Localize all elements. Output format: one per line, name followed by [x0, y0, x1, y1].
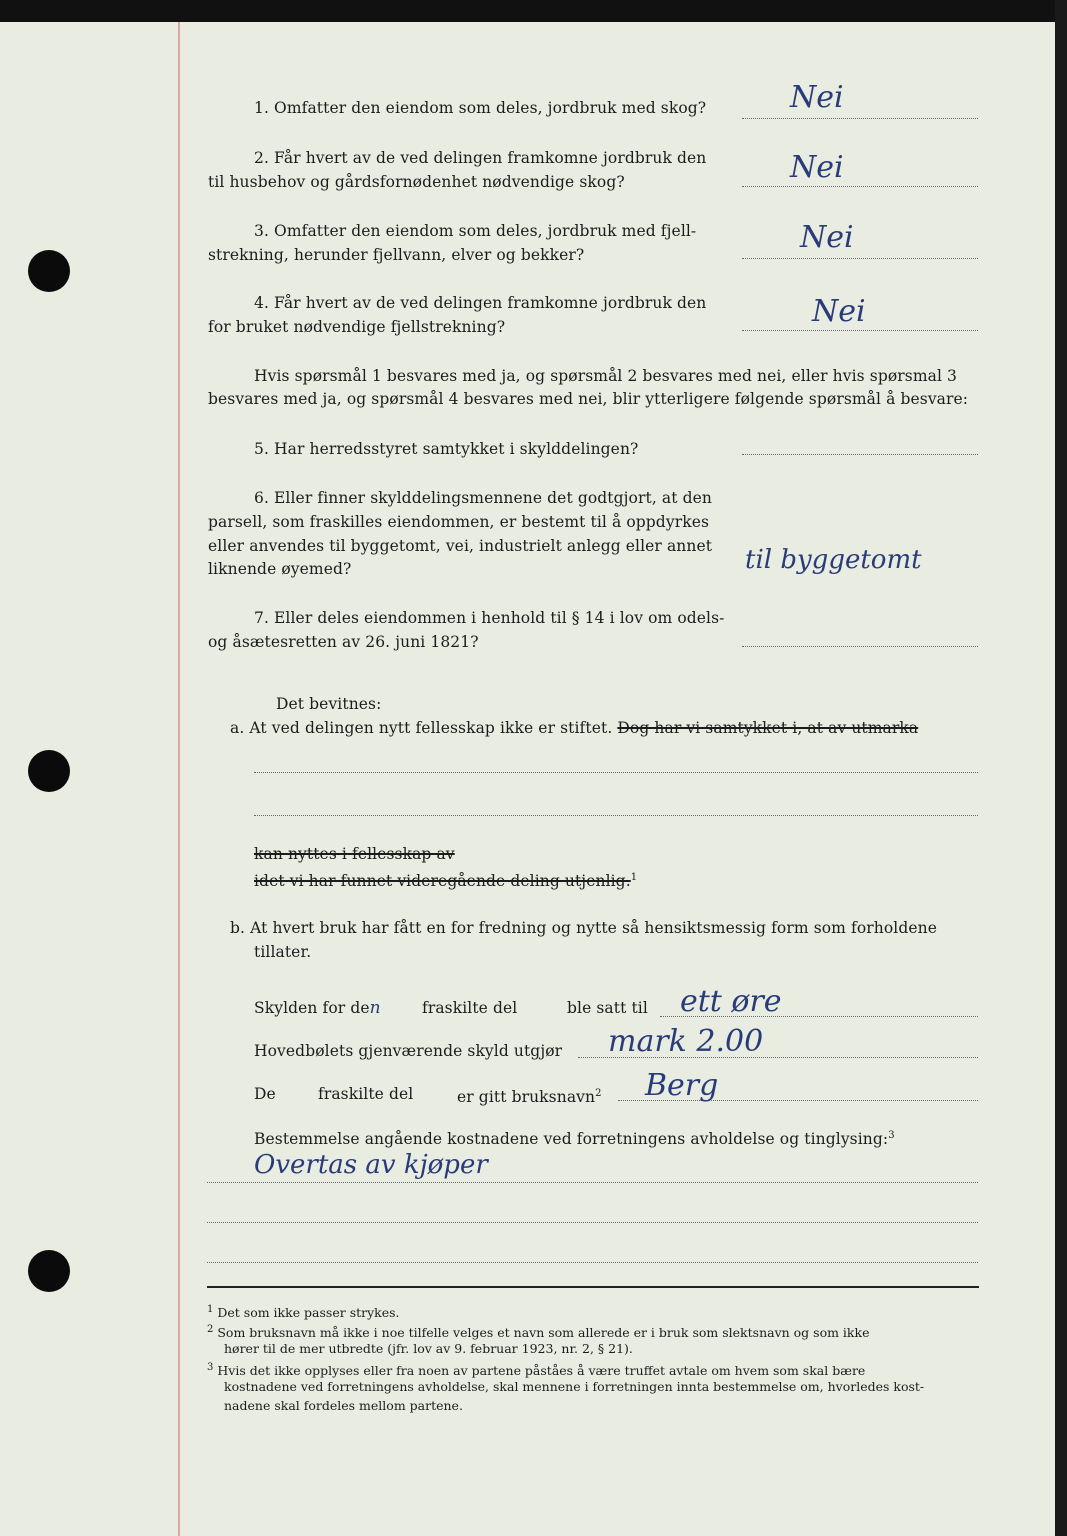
skyld-label-1c: ble satt til: [567, 999, 648, 1017]
conditional-line2: besvares med ja, og spørsmål 4 besvares med nei, blir ytterligere følgende spørsmål å besvare:: [208, 390, 969, 408]
bevitnes-heading: Det bevitnes:: [276, 695, 382, 713]
skyld-label-1b: fraskilte del: [422, 999, 518, 1017]
blank-line: [207, 1262, 978, 1263]
skyld-value-2: mark 2.00: [608, 1024, 764, 1059]
footnote-1: [207, 1300, 400, 1322]
footnote-ref: 1: [630, 872, 638, 883]
question-1: 1. Omfatter den eiendom som deles, jordbruk med skog?: [254, 99, 707, 117]
struck-line-3-text: idet vi har funnet videregående deling utjenlig.: [254, 872, 631, 891]
skyld-label-1-handwritten: n: [369, 998, 381, 1018]
question-6-line4: liknende øyemed?: [208, 560, 352, 578]
skyld-label-4: [254, 1124, 895, 1151]
footnote-separator: [207, 1286, 979, 1288]
answer-3-handwritten: Nei: [800, 220, 854, 255]
skyld-value-3: Berg: [645, 1068, 719, 1103]
skyld-label-3c-text: er gitt bruksnavn: [457, 1088, 596, 1107]
struck-line-2: kan nyttes i fellesskap av: [254, 845, 455, 863]
clause-b-line2: tillater.: [254, 943, 312, 961]
answer-4-handwritten: Nei: [812, 294, 866, 329]
footnote-ref: 3: [888, 1130, 895, 1141]
footnote-3-line2: kostnadene ved forretningens avholdelse, skal mennene i forretningen innta bestemmelse om, hvorledes kost-: [224, 1379, 925, 1394]
footnote-2-line2: hører til de mer utbredte (jfr. lov av 9. februar 1923, nr. 2, § 21).: [224, 1341, 633, 1356]
answer-line: [742, 646, 978, 647]
question-7-line1: 7. Eller deles eiendommen i henhold til § 14 i lov om odels-: [254, 609, 725, 627]
question-6-line1: 6. Eller finner skylddelingsmennene det godtgjort, at den: [254, 489, 712, 507]
answer-2-handwritten: Nei: [790, 150, 844, 185]
punch-hole: [28, 1250, 70, 1292]
skyld-label-3c: [457, 1082, 602, 1109]
answer-1-handwritten: Nei: [790, 80, 844, 115]
clause-a-struck: Dog har vi samtykket i, at av utmarka: [617, 719, 919, 737]
question-3-line2: strekning, herunder fjellvann, elver og bekker?: [208, 246, 585, 264]
footnote-3-number: 3: [207, 1362, 214, 1373]
question-5: 5. Har herredsstyret samtykket i skylddelingen?: [254, 440, 639, 458]
blank-line: [254, 815, 978, 816]
skyld-label-1a-text: Skylden for de: [254, 999, 370, 1017]
skyld-label-4-text: Bestemmelse angående kostnadene ved forretningens avholdelse og tinglysing:: [254, 1130, 889, 1149]
punch-hole: [28, 250, 70, 292]
question-6-line3: eller anvendes til byggetomt, vei, industrielt anlegg eller annet: [208, 537, 713, 555]
question-2-line2: til husbehov og gårdsfornødenhet nødvendige skog?: [208, 173, 625, 191]
question-3-line1: 3. Omfatter den eiendom som deles, jordbruk med fjell-: [254, 222, 697, 240]
question-6-line2: parsell, som fraskilles eiendommen, er bestemt til å oppdyrkes: [208, 513, 710, 531]
struck-line-3: [254, 866, 637, 893]
footnote-ref: 2: [595, 1088, 602, 1099]
footnote-3-line3: nadene skal fordeles mellom partene.: [224, 1398, 463, 1413]
answer-line: [742, 258, 978, 259]
footnote-2-line1: Som bruksnavn må ikke i noe tilfelle velges et navn som allerede er i bruk som slektsnavn og som ikke: [217, 1325, 870, 1341]
clause-b-line1: b. At hvert bruk har fått en for fredning og nytte så hensiktsmessig form som forholdene: [230, 919, 938, 937]
footnote-1-number: 1: [207, 1304, 214, 1315]
footnote-1-text: Det som ikke passer strykes.: [217, 1305, 400, 1321]
answer-line: [742, 186, 978, 187]
blank-line: [207, 1182, 978, 1183]
skyld-label-3a: De: [254, 1085, 276, 1103]
answer-6-handwritten: til byggetomt: [745, 545, 922, 575]
clause-a-text: a. At ved delingen nytt fellesskap ikke er stiftet.: [230, 719, 613, 737]
answer-line: [742, 330, 978, 331]
scan-right-border: [1055, 0, 1067, 1536]
footnote-3-line1: Hvis det ikke opplyses eller fra noen av partene påståes å være truffet avtale om hvem som skal bære: [217, 1363, 866, 1379]
blank-line: [254, 772, 978, 773]
skyld-value-1: ett øre: [680, 984, 782, 1019]
question-4-line1: 4. Får hvert av de ved delingen framkomne jordbruk den: [254, 294, 707, 312]
answer-line: [742, 118, 978, 119]
footnote-2-number: 2: [207, 1324, 214, 1335]
skyld-label-1a: [254, 996, 381, 1020]
answer-line: [742, 454, 978, 455]
skyld-label-3b: fraskilte del: [318, 1085, 414, 1103]
punch-hole: [28, 750, 70, 792]
red-margin-line: [178, 22, 180, 1536]
skyld-value-4: Overtas av kjøper: [254, 1150, 488, 1180]
blank-line: [207, 1222, 978, 1223]
scan-top-border: [0, 0, 1067, 22]
question-2-line1: 2. Får hvert av de ved delingen framkomne jordbruk den: [254, 149, 707, 167]
clause-a: [230, 716, 918, 740]
question-4-line2: for bruket nødvendige fjellstrekning?: [208, 318, 506, 336]
conditional-line1: Hvis spørsmål 1 besvares med ja, og spørsmål 2 besvares med nei, eller hvis spørsmal 3: [254, 367, 958, 385]
skyld-label-2: Hovedbølets gjenværende skyld utgjør: [254, 1042, 563, 1060]
question-7-line2: og åsætesretten av 26. juni 1821?: [208, 633, 479, 651]
